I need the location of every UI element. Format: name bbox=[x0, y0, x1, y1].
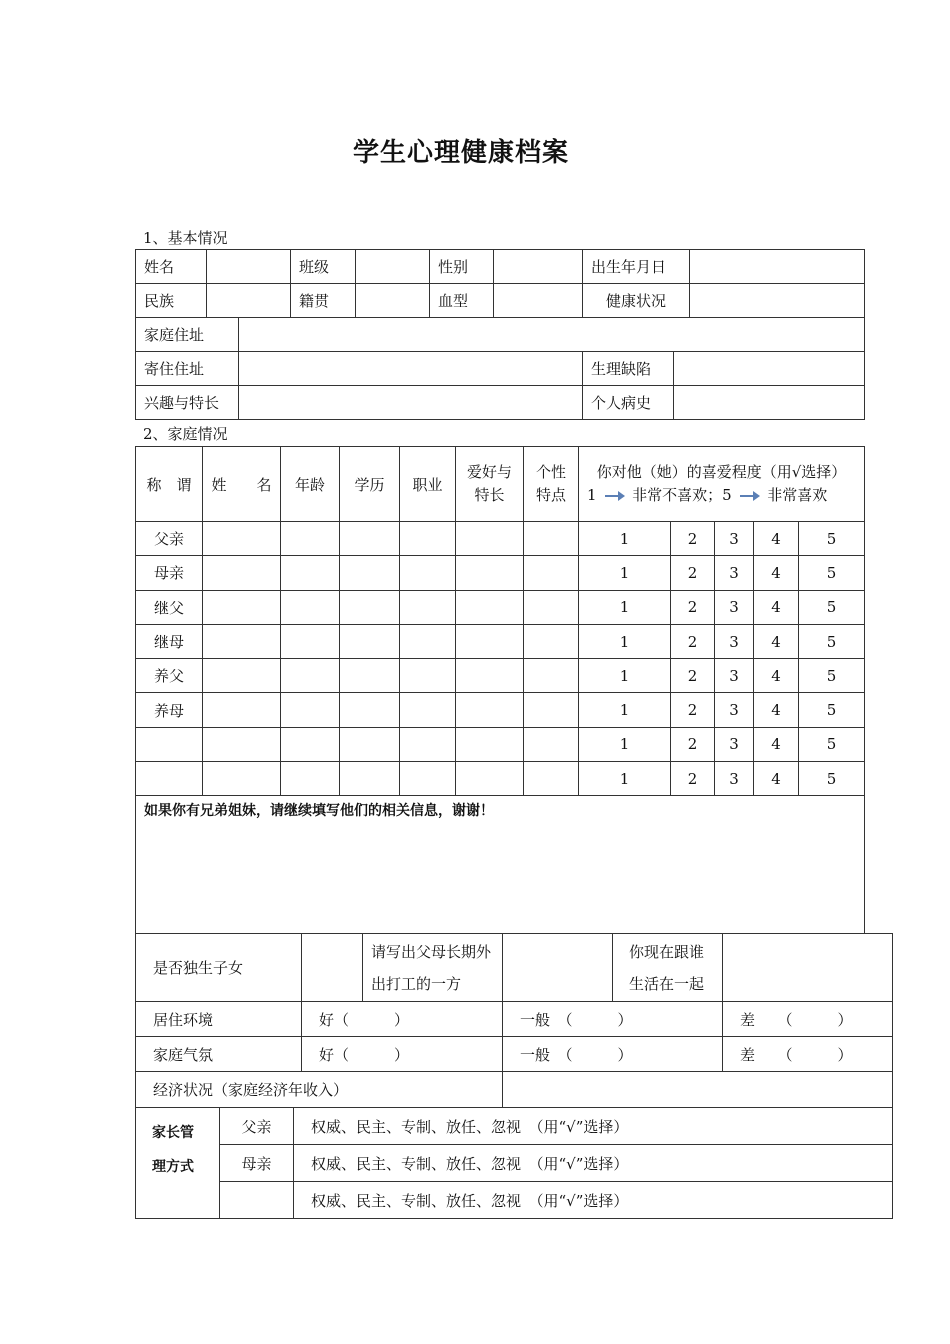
rating-option[interactable]: 5 bbox=[799, 762, 865, 796]
rating-option[interactable]: 3 bbox=[715, 522, 754, 556]
label-physical-defect: 生理缺陷 bbox=[583, 352, 674, 386]
family-row bbox=[136, 762, 865, 796]
arrow-icon bbox=[605, 495, 623, 497]
occupation-cell[interactable] bbox=[400, 590, 456, 624]
atmosphere-bad[interactable]: 差 （ ） bbox=[723, 1037, 893, 1072]
field-only-child[interactable] bbox=[302, 934, 363, 1002]
age-cell[interactable] bbox=[281, 762, 340, 796]
personality-cell[interactable] bbox=[524, 727, 579, 761]
scale-low-text: 非常不喜欢；5 bbox=[632, 486, 732, 504]
rating-option[interactable]: 4 bbox=[754, 590, 799, 624]
rating-option[interactable]: 4 bbox=[754, 522, 799, 556]
header-age: 年龄 bbox=[281, 447, 340, 522]
field-migrant-parent[interactable] bbox=[503, 934, 613, 1002]
rating-option[interactable]: 5 bbox=[799, 590, 865, 624]
field-ethnicity[interactable] bbox=[207, 284, 291, 318]
occupation-cell[interactable] bbox=[400, 659, 456, 693]
hobby-cell[interactable] bbox=[456, 522, 524, 556]
relation-cell: 母亲 bbox=[136, 556, 203, 590]
family-environment-table bbox=[135, 933, 893, 1108]
education-cell[interactable] bbox=[340, 556, 400, 590]
field-native-place[interactable] bbox=[356, 284, 430, 318]
label-blood-type: 血型 bbox=[430, 284, 494, 318]
rating-option[interactable]: 3 bbox=[715, 693, 754, 727]
family-row bbox=[136, 590, 865, 624]
field-class[interactable] bbox=[356, 250, 430, 284]
rating-option[interactable]: 1 bbox=[579, 762, 671, 796]
field-living-with[interactable] bbox=[723, 934, 893, 1002]
label-family-atmosphere: 家庭气氛 bbox=[136, 1037, 302, 1072]
family-table bbox=[135, 446, 865, 934]
label-parenting: 家长管理方式 bbox=[136, 1108, 220, 1219]
name-cell[interactable] bbox=[203, 590, 281, 624]
label-hobbies: 兴趣与特长 bbox=[136, 386, 239, 420]
rating-option[interactable]: 1 bbox=[579, 624, 671, 658]
occupation-cell[interactable] bbox=[400, 727, 456, 761]
name-cell[interactable] bbox=[203, 522, 281, 556]
header-education: 学历 bbox=[340, 447, 400, 522]
other-parenting-options[interactable]: 权威、民主、专制、放任、忽视 （用“√”选择） bbox=[294, 1182, 893, 1219]
rating-option[interactable]: 2 bbox=[671, 556, 715, 590]
relation-cell: 养母 bbox=[136, 693, 203, 727]
label-medical-history: 个人病史 bbox=[583, 386, 674, 420]
field-lodging-address[interactable] bbox=[239, 352, 583, 386]
section1-heading: 1、基本情况 bbox=[143, 229, 228, 247]
father-parenting-options[interactable]: 权威、民主、专制、放任、忽视 （用“√”选择） bbox=[294, 1108, 893, 1145]
rating-option[interactable]: 3 bbox=[715, 659, 754, 693]
mother-parenting-options[interactable]: 权威、民主、专制、放任、忽视 （用“√”选择） bbox=[294, 1145, 893, 1182]
header-relation: 称 谓 bbox=[136, 447, 203, 522]
family-row bbox=[136, 693, 865, 727]
rating-option[interactable]: 2 bbox=[671, 727, 715, 761]
atmosphere-good[interactable]: 好（ ） bbox=[302, 1037, 503, 1072]
rating-option[interactable]: 5 bbox=[799, 727, 865, 761]
name-cell[interactable] bbox=[203, 556, 281, 590]
rating-option[interactable]: 3 bbox=[715, 590, 754, 624]
label-gender: 性别 bbox=[430, 250, 494, 284]
occupation-cell[interactable] bbox=[400, 624, 456, 658]
relation-cell: 继父 bbox=[136, 590, 203, 624]
name-cell[interactable] bbox=[203, 624, 281, 658]
field-birth[interactable] bbox=[690, 250, 865, 284]
personality-cell[interactable] bbox=[524, 590, 579, 624]
personality-cell[interactable] bbox=[524, 659, 579, 693]
label-living-with: 你现在跟谁生活在一起 bbox=[613, 934, 723, 1002]
occupation-cell[interactable] bbox=[400, 522, 456, 556]
age-cell[interactable] bbox=[281, 727, 340, 761]
age-cell[interactable] bbox=[281, 556, 340, 590]
label-migrant-parent: 请写出父母长期外出打工的一方 bbox=[363, 934, 503, 1002]
rating-option[interactable]: 1 bbox=[579, 556, 671, 590]
hobby-cell[interactable] bbox=[456, 624, 524, 658]
siblings-note: 如果你有兄弟姐妹，请继续填写他们的相关信息，谢谢！ bbox=[144, 803, 494, 820]
occupation-cell[interactable] bbox=[400, 762, 456, 796]
education-cell[interactable] bbox=[340, 659, 400, 693]
rating-option[interactable]: 3 bbox=[715, 624, 754, 658]
rating-option[interactable]: 5 bbox=[799, 659, 865, 693]
rating-option[interactable]: 1 bbox=[579, 727, 671, 761]
field-health[interactable] bbox=[690, 284, 865, 318]
personality-cell[interactable] bbox=[524, 522, 579, 556]
label-birth: 出生年月日 bbox=[583, 250, 690, 284]
label-mother: 母亲 bbox=[220, 1145, 294, 1182]
rating-option[interactable]: 1 bbox=[579, 693, 671, 727]
header-occupation: 职业 bbox=[400, 447, 456, 522]
age-cell[interactable] bbox=[281, 693, 340, 727]
header-fondness bbox=[579, 447, 865, 522]
relation-cell bbox=[136, 762, 203, 796]
label-lodging-address: 寄住住址 bbox=[136, 352, 239, 386]
rating-option[interactable]: 4 bbox=[754, 693, 799, 727]
rating-option[interactable]: 3 bbox=[715, 762, 754, 796]
header-name: 姓 名 bbox=[203, 447, 281, 522]
name-cell[interactable] bbox=[203, 659, 281, 693]
rating-option[interactable]: 2 bbox=[671, 762, 715, 796]
rating-option[interactable]: 2 bbox=[671, 590, 715, 624]
label-health: 健康状况 bbox=[583, 284, 690, 318]
personality-cell[interactable] bbox=[524, 762, 579, 796]
field-physical-defect[interactable] bbox=[674, 352, 865, 386]
field-home-address[interactable] bbox=[239, 318, 865, 352]
fondness-title: 你对他（她）的喜爱程度（用√选择） bbox=[596, 463, 847, 481]
basic-info-table bbox=[135, 249, 865, 420]
rating-option[interactable]: 4 bbox=[754, 762, 799, 796]
page-title: 学生心理健康档案 bbox=[352, 138, 569, 168]
rating-option[interactable]: 1 bbox=[579, 590, 671, 624]
rating-option[interactable]: 2 bbox=[671, 624, 715, 658]
name-cell[interactable] bbox=[203, 762, 281, 796]
field-medical-history[interactable] bbox=[674, 386, 865, 420]
relation-cell bbox=[136, 727, 203, 761]
section2-heading: 2、家庭情况 bbox=[143, 425, 228, 443]
label-other-guardian[interactable] bbox=[220, 1182, 294, 1219]
label-name: 姓名 bbox=[136, 250, 207, 284]
relation-cell: 父亲 bbox=[136, 522, 203, 556]
hobby-cell[interactable] bbox=[456, 659, 524, 693]
name-cell[interactable] bbox=[203, 727, 281, 761]
education-cell[interactable] bbox=[340, 727, 400, 761]
living-env-bad[interactable]: 差 （ ） bbox=[723, 1002, 893, 1037]
atmosphere-normal[interactable]: 一般 （ ） bbox=[503, 1037, 723, 1072]
header-hobby: 爱好与特长 bbox=[456, 447, 524, 522]
arrow-icon bbox=[740, 495, 758, 497]
rating-option[interactable]: 5 bbox=[799, 556, 865, 590]
field-economy[interactable] bbox=[503, 1072, 893, 1108]
rating-option[interactable]: 5 bbox=[799, 624, 865, 658]
personality-cell[interactable] bbox=[524, 624, 579, 658]
label-class: 班级 bbox=[291, 250, 356, 284]
rating-option[interactable]: 5 bbox=[799, 693, 865, 727]
family-row bbox=[136, 624, 865, 658]
hobby-cell[interactable] bbox=[456, 556, 524, 590]
family-row bbox=[136, 556, 865, 590]
name-cell[interactable] bbox=[203, 693, 281, 727]
label-home-address: 家庭住址 bbox=[136, 318, 239, 352]
field-name[interactable] bbox=[207, 250, 291, 284]
personality-cell[interactable] bbox=[524, 693, 579, 727]
education-cell[interactable] bbox=[340, 624, 400, 658]
living-env-normal[interactable]: 一般 （ ） bbox=[503, 1002, 723, 1037]
label-living-env: 居住环境 bbox=[136, 1002, 302, 1037]
rating-option[interactable]: 4 bbox=[754, 556, 799, 590]
rating-option[interactable]: 2 bbox=[671, 693, 715, 727]
education-cell[interactable] bbox=[340, 693, 400, 727]
field-gender[interactable] bbox=[494, 250, 583, 284]
parenting-table bbox=[135, 1107, 893, 1219]
label-economy: 经济状况（家庭经济年收入） bbox=[136, 1072, 503, 1108]
label-only-child: 是否独生子女 bbox=[136, 934, 302, 1002]
rating-option[interactable]: 3 bbox=[715, 556, 754, 590]
field-hobbies[interactable] bbox=[239, 386, 583, 420]
rating-option[interactable]: 5 bbox=[799, 522, 865, 556]
occupation-cell[interactable] bbox=[400, 556, 456, 590]
rating-option[interactable]: 4 bbox=[754, 727, 799, 761]
fondness-scale bbox=[585, 484, 858, 507]
rating-option[interactable]: 4 bbox=[754, 659, 799, 693]
scale-low-num: 1 bbox=[587, 486, 597, 504]
occupation-cell[interactable] bbox=[400, 693, 456, 727]
hobby-cell[interactable] bbox=[456, 590, 524, 624]
relation-cell: 养父 bbox=[136, 659, 203, 693]
label-father: 父亲 bbox=[220, 1108, 294, 1145]
header-personality: 个性特点 bbox=[524, 447, 579, 522]
age-cell[interactable] bbox=[281, 624, 340, 658]
hobby-cell[interactable] bbox=[456, 727, 524, 761]
living-env-good[interactable]: 好（ ） bbox=[302, 1002, 503, 1037]
age-cell[interactable] bbox=[281, 522, 340, 556]
label-native-place: 籍贯 bbox=[291, 284, 356, 318]
hobby-cell[interactable] bbox=[456, 693, 524, 727]
hobby-cell[interactable] bbox=[456, 762, 524, 796]
education-cell[interactable] bbox=[340, 762, 400, 796]
scale-high-text: 非常喜欢 bbox=[767, 486, 828, 504]
family-row bbox=[136, 522, 865, 556]
education-cell[interactable] bbox=[340, 522, 400, 556]
education-cell[interactable] bbox=[340, 590, 400, 624]
rating-option[interactable]: 2 bbox=[671, 659, 715, 693]
family-rows bbox=[136, 522, 865, 796]
rating-option[interactable]: 1 bbox=[579, 522, 671, 556]
age-cell[interactable] bbox=[281, 590, 340, 624]
siblings-area[interactable] bbox=[136, 796, 865, 934]
rating-option[interactable]: 2 bbox=[671, 522, 715, 556]
personality-cell[interactable] bbox=[524, 556, 579, 590]
label-ethnicity: 民族 bbox=[136, 284, 207, 318]
age-cell[interactable] bbox=[281, 659, 340, 693]
family-row bbox=[136, 727, 865, 761]
family-row bbox=[136, 659, 865, 693]
rating-option[interactable]: 4 bbox=[754, 624, 799, 658]
field-blood-type[interactable] bbox=[494, 284, 583, 318]
relation-cell: 继母 bbox=[136, 624, 203, 658]
rating-option[interactable]: 1 bbox=[579, 659, 671, 693]
rating-option[interactable]: 3 bbox=[715, 727, 754, 761]
